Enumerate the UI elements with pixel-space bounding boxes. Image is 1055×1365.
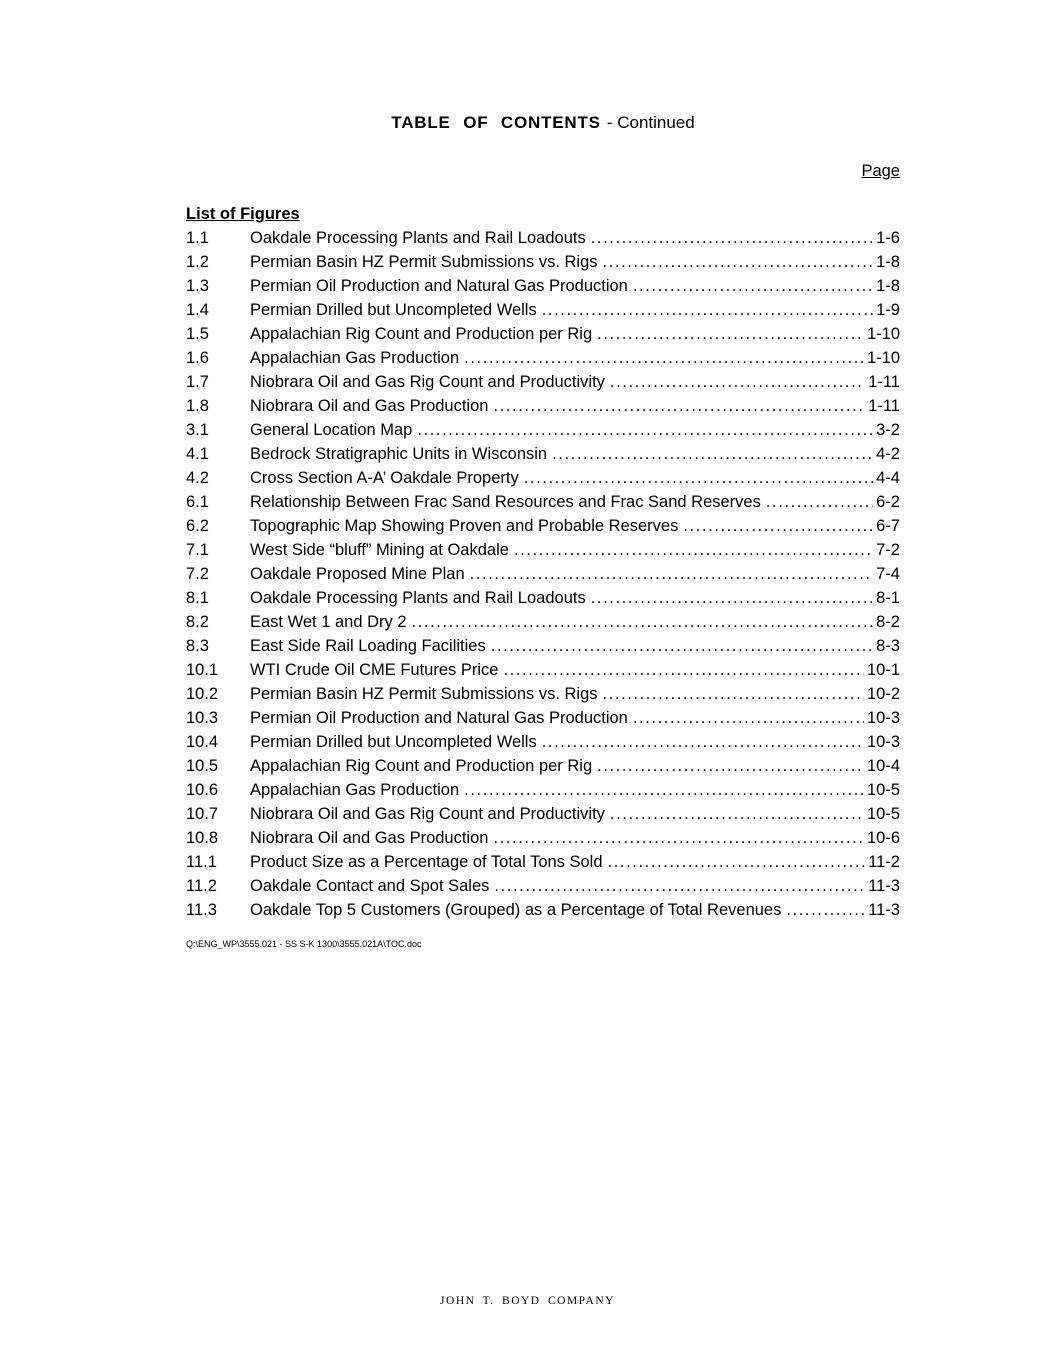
figure-page-number: 10-5 [866, 781, 900, 799]
figure-page-number: 6-7 [876, 517, 900, 535]
page-title [186, 112, 900, 134]
figure-number: 10.7 [186, 805, 219, 823]
figure-number: 4.2 [186, 469, 209, 487]
figure-entry-row [186, 610, 900, 634]
page-content [186, 0, 900, 950]
figure-title: Permian Oil Production and Natural Gas Production [250, 277, 628, 295]
figure-page-number: 11-2 [868, 853, 900, 871]
figure-title: Oakdale Processing Plants and Rail Loadouts [250, 229, 586, 247]
figure-entry-row [186, 226, 900, 250]
figure-entry-row [186, 754, 900, 778]
figure-number: 1.1 [186, 229, 209, 247]
figure-number: 7.1 [186, 541, 209, 559]
dot-leader [493, 826, 864, 850]
figure-entry-row [186, 274, 900, 298]
figure-number: 8.1 [186, 589, 209, 607]
figure-title: Oakdale Processing Plants and Rail Loadouts [250, 589, 586, 607]
figure-page-number: 1-10 [866, 325, 900, 343]
dot-leader [524, 466, 873, 490]
dot-leader [542, 298, 873, 322]
dot-leader [491, 634, 873, 658]
figure-title: Permian Drilled but Uncompleted Wells [250, 733, 537, 751]
figure-entry-row [186, 874, 900, 898]
figure-entry-row [186, 682, 900, 706]
figure-title: Permian Basin HZ Permit Submissions vs. Rigs [250, 253, 598, 271]
figure-title: Cross Section A-A’ Oakdale Property [250, 469, 519, 487]
figure-number: 6.1 [186, 493, 209, 511]
figure-title: Appalachian Gas Production [250, 349, 460, 367]
figure-entry-row [186, 826, 900, 850]
dot-leader [633, 274, 873, 298]
figure-entry-row [186, 778, 900, 802]
figure-number: 1.2 [186, 253, 209, 271]
figure-page-number: 6-2 [876, 493, 900, 511]
dot-leader [610, 802, 864, 826]
figure-page-number: 10-4 [866, 757, 900, 775]
figure-entry-row [186, 346, 900, 370]
figure-page-number: 8-3 [876, 637, 900, 655]
figure-number: 4.1 [186, 445, 209, 463]
figure-entry-row [186, 730, 900, 754]
figure-title: WTI Crude Oil CME Futures Price [250, 661, 499, 679]
figure-entry-row [186, 370, 900, 394]
dot-leader [464, 778, 864, 802]
dot-leader [514, 538, 873, 562]
figure-title: Permian Drilled but Uncompleted Wells [250, 301, 537, 319]
figure-number: 11.2 [186, 877, 217, 895]
dot-leader [591, 586, 873, 610]
dot-leader [597, 322, 864, 346]
figure-page-number: 10-3 [866, 733, 900, 751]
dot-leader [603, 682, 864, 706]
figure-entry-row [186, 562, 900, 586]
figure-page-number: 10-6 [866, 829, 900, 847]
figure-page-number: 10-2 [866, 685, 900, 703]
figure-title: West Side “bluff” Mining at Oakdale [250, 541, 509, 559]
figure-title: Niobrara Oil and Gas Production [250, 397, 489, 415]
figure-title: Relationship Between Frac Sand Resources and Frac Sand Reserves [250, 493, 761, 511]
figure-title: Appalachian Rig Count and Production per Rig [250, 325, 593, 343]
toc-title: TABLE OF CONTENTS [391, 113, 601, 132]
company-name-footer: JOHN T. BOYD COMPANY [440, 1295, 615, 1307]
figure-page-number: 10-1 [866, 661, 900, 679]
figure-page-number: 8-1 [876, 589, 900, 607]
dot-leader [633, 706, 864, 730]
figure-number: 1.5 [186, 325, 209, 343]
figure-entry-row [186, 490, 900, 514]
dot-leader [597, 754, 864, 778]
figure-title: General Location Map [250, 421, 413, 439]
dot-leader [503, 658, 864, 682]
figure-number: 10.3 [186, 709, 219, 727]
figure-entry-row [186, 514, 900, 538]
figure-title: Permian Oil Production and Natural Gas Production [250, 709, 628, 727]
figure-title: Product Size as a Percentage of Total Tons Sold [250, 853, 603, 871]
figure-title: Topographic Map Showing Proven and Probable Reserves [250, 517, 679, 535]
figure-page-number: 1-8 [876, 277, 900, 295]
figure-entry-row [186, 658, 900, 682]
figure-entry-row [186, 394, 900, 418]
figure-number: 10.6 [186, 781, 219, 799]
figure-entry-row [186, 850, 900, 874]
list-of-figures-heading: List of Figures [186, 205, 300, 223]
dot-leader [412, 610, 874, 634]
document-file-path: Q:\ENG_WP\3555.021 - SS S-K 1300\3555.021A\TOC.doc [186, 939, 422, 949]
figure-page-number: 1-11 [868, 397, 900, 415]
dot-leader [766, 490, 873, 514]
figure-page-number: 7-4 [876, 565, 900, 583]
page-column-header-row [186, 160, 900, 182]
figure-number: 10.5 [186, 757, 219, 775]
figure-page-number: 1-6 [876, 229, 900, 247]
figure-title: Bedrock Stratigraphic Units in Wisconsin [250, 445, 548, 463]
figure-number: 10.1 [186, 661, 219, 679]
dot-leader [470, 562, 874, 586]
figure-entry-row [186, 634, 900, 658]
figure-number: 6.2 [186, 517, 209, 535]
toc-title-continued: - Continued [606, 113, 695, 132]
figure-number: 1.4 [186, 301, 209, 319]
dot-leader [542, 730, 864, 754]
dot-leader [464, 346, 864, 370]
figure-entry-row [186, 322, 900, 346]
figure-number: 1.8 [186, 397, 209, 415]
figure-entry-row [186, 706, 900, 730]
dot-leader [683, 514, 873, 538]
figure-entry-row [186, 586, 900, 610]
figures-list [186, 226, 900, 922]
figure-number: 10.8 [186, 829, 219, 847]
figure-title: Oakdale Top 5 Customers (Grouped) as a Percentage of Total Revenues [250, 901, 782, 919]
figure-entry-row [186, 802, 900, 826]
figure-number: 10.4 [186, 733, 219, 751]
dot-leader [591, 226, 873, 250]
figure-title: Niobrara Oil and Gas Production [250, 829, 489, 847]
figure-number: 1.3 [186, 277, 209, 295]
figure-page-number: 7-2 [876, 541, 900, 559]
dot-leader [610, 370, 865, 394]
figure-number: 8.3 [186, 637, 209, 655]
figure-entry-row [186, 418, 900, 442]
dot-leader [603, 250, 874, 274]
figure-number: 8.2 [186, 613, 209, 631]
figure-page-number: 10-3 [866, 709, 900, 727]
figure-number: 1.6 [186, 349, 209, 367]
page-column-label: Page [861, 162, 900, 180]
figure-number: 11.1 [186, 853, 217, 871]
figure-title: Appalachian Gas Production [250, 781, 460, 799]
dot-leader [608, 850, 866, 874]
figure-page-number: 1-10 [866, 349, 900, 367]
dot-leader [552, 442, 873, 466]
figure-page-number: 10-5 [866, 805, 900, 823]
figure-number: 3.1 [186, 421, 209, 439]
figure-entry-row [186, 898, 900, 922]
figure-page-number: 1-9 [876, 301, 900, 319]
figure-title: East Side Rail Loading Facilities [250, 637, 486, 655]
figure-page-number: 4-4 [876, 469, 900, 487]
figure-entry-row [186, 466, 900, 490]
dot-leader [493, 394, 865, 418]
figure-number: 11.3 [186, 901, 217, 919]
figure-page-number: 8-2 [876, 613, 900, 631]
figure-title: Oakdale Proposed Mine Plan [250, 565, 465, 583]
figure-number: 10.2 [186, 685, 219, 703]
figure-title: Oakdale Contact and Spot Sales [250, 877, 490, 895]
figure-page-number: 11-3 [868, 901, 900, 919]
figure-page-number: 3-2 [876, 421, 900, 439]
figure-entry-row [186, 538, 900, 562]
figure-entry-row [186, 298, 900, 322]
figure-title: Permian Basin HZ Permit Submissions vs. Rigs [250, 685, 598, 703]
figure-title: Appalachian Rig Count and Production per Rig [250, 757, 593, 775]
dot-leader [417, 418, 873, 442]
figure-number: 7.2 [186, 565, 209, 583]
figure-title: East Wet 1 and Dry 2 [250, 613, 407, 631]
dot-leader [494, 874, 865, 898]
figure-page-number: 11-3 [868, 877, 900, 895]
figure-page-number: 1-8 [876, 253, 900, 271]
figure-page-number: 4-2 [876, 445, 900, 463]
figure-number: 1.7 [186, 373, 209, 391]
figure-title: Niobrara Oil and Gas Rig Count and Productivity [250, 805, 605, 823]
figure-entry-row [186, 250, 900, 274]
figure-entry-row [186, 442, 900, 466]
figure-title: Niobrara Oil and Gas Rig Count and Productivity [250, 373, 605, 391]
dot-leader [786, 898, 865, 922]
figure-page-number: 1-11 [868, 373, 900, 391]
